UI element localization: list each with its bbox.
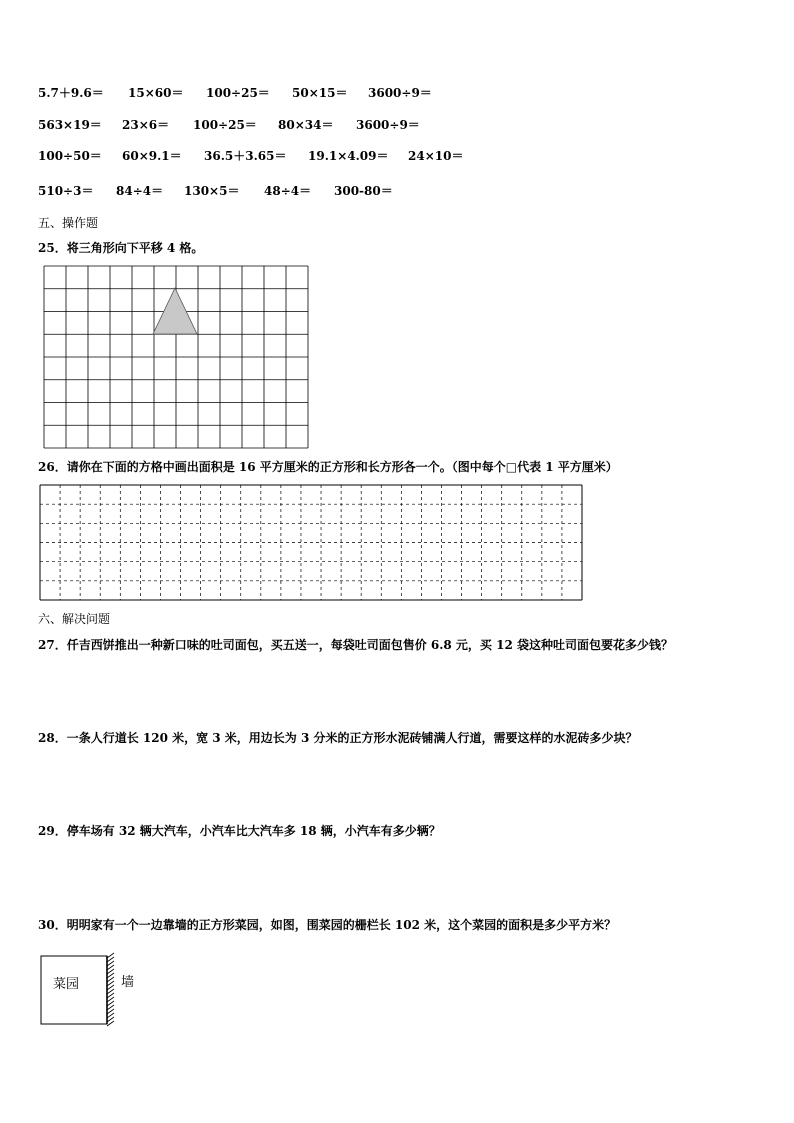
hatch-line [107,1013,114,1018]
calc-item: 100÷50＝ [38,149,102,163]
hatch-line [107,997,114,1002]
hatch-line [107,953,114,958]
question-25: 25．将三角形向下平移 4 格。 [38,241,204,255]
hatch-line [107,957,114,962]
section-5-title: 五、操作题 [38,216,99,230]
garden-label: 菜园 [53,977,80,992]
hatch-line [107,981,114,986]
calc-item: 3600÷9＝ [356,118,420,132]
calc-item: 15×60＝ [128,86,184,100]
section-6-title: 六、解决问题 [38,612,111,626]
hatch-line [107,989,114,994]
hatch-line [107,1009,114,1014]
hatch-line [107,969,114,974]
question-27: 27．仟吉西饼推出一种新口味的吐司面包，买五送一，每袋吐司面包售价 6.8 元，买 12 袋这种吐司面包要花多少钱？ [38,638,673,652]
hatch-line [107,993,114,998]
calc-item: 5.7＋9.6＝ [38,86,104,100]
hatch-line [107,985,114,990]
hatch-line [107,961,114,966]
dotted-grid-lines [40,485,582,600]
calc-item: 24×10＝ [408,149,464,163]
calc-item: 3600÷9＝ [368,86,432,100]
calc-item: 100÷25＝ [193,118,257,132]
calc-item: 48÷4＝ [264,184,312,198]
hatch-line [107,1017,114,1022]
hatch-line [107,1021,114,1026]
question-29: 29．停车场有 32 辆大汽车，小汽车比大汽车多 18 辆，小汽车有多少辆？ [38,824,441,838]
calc-item: 510÷3＝ [38,184,94,198]
question-30: 30．明明家有一个一边靠墙的正方形菜园，如图，围菜园的栅栏长 102 米，这个菜园的面积是多少平方米？ [38,918,617,932]
wall-hatching [107,953,114,1026]
calc-item: 36.5＋3.65＝ [204,149,287,163]
wall-label: 墙 [121,975,135,990]
calc-item: 60×9.1＝ [122,149,182,163]
hatch-line [107,1001,114,1006]
question-28: 28．一条人行道长 120 米，宽 3 米，用边长为 3 分米的正方形水泥砖铺满人行道，需要这样的水泥砖多少块？ [38,731,638,745]
question-26: 26．请你在下面的方格中画出面积是 16 平方厘米的正方形和长方形各一个。（图中每个□代表 1 平方厘米） [38,460,618,474]
triangle-shape [153,288,197,334]
calc-item: 80×34＝ [278,118,334,132]
hatch-line [107,977,114,982]
calc-item: 50×15＝ [292,86,348,100]
hatch-line [107,1005,114,1010]
dotted-grid [40,485,584,602]
calc-item: 130×5＝ [184,184,240,198]
garden-figure [38,950,148,1030]
calc-item: 300-80＝ [334,184,393,198]
calc-item: 23×6＝ [122,118,170,132]
translation-grid [44,266,308,448]
hatch-line [107,973,114,978]
calc-item: 84÷4＝ [116,184,164,198]
calc-item: 100÷25＝ [206,86,270,100]
hatch-line [107,965,114,970]
calc-item: 563×19＝ [38,118,102,132]
calc-item: 19.1×4.09＝ [308,149,389,163]
